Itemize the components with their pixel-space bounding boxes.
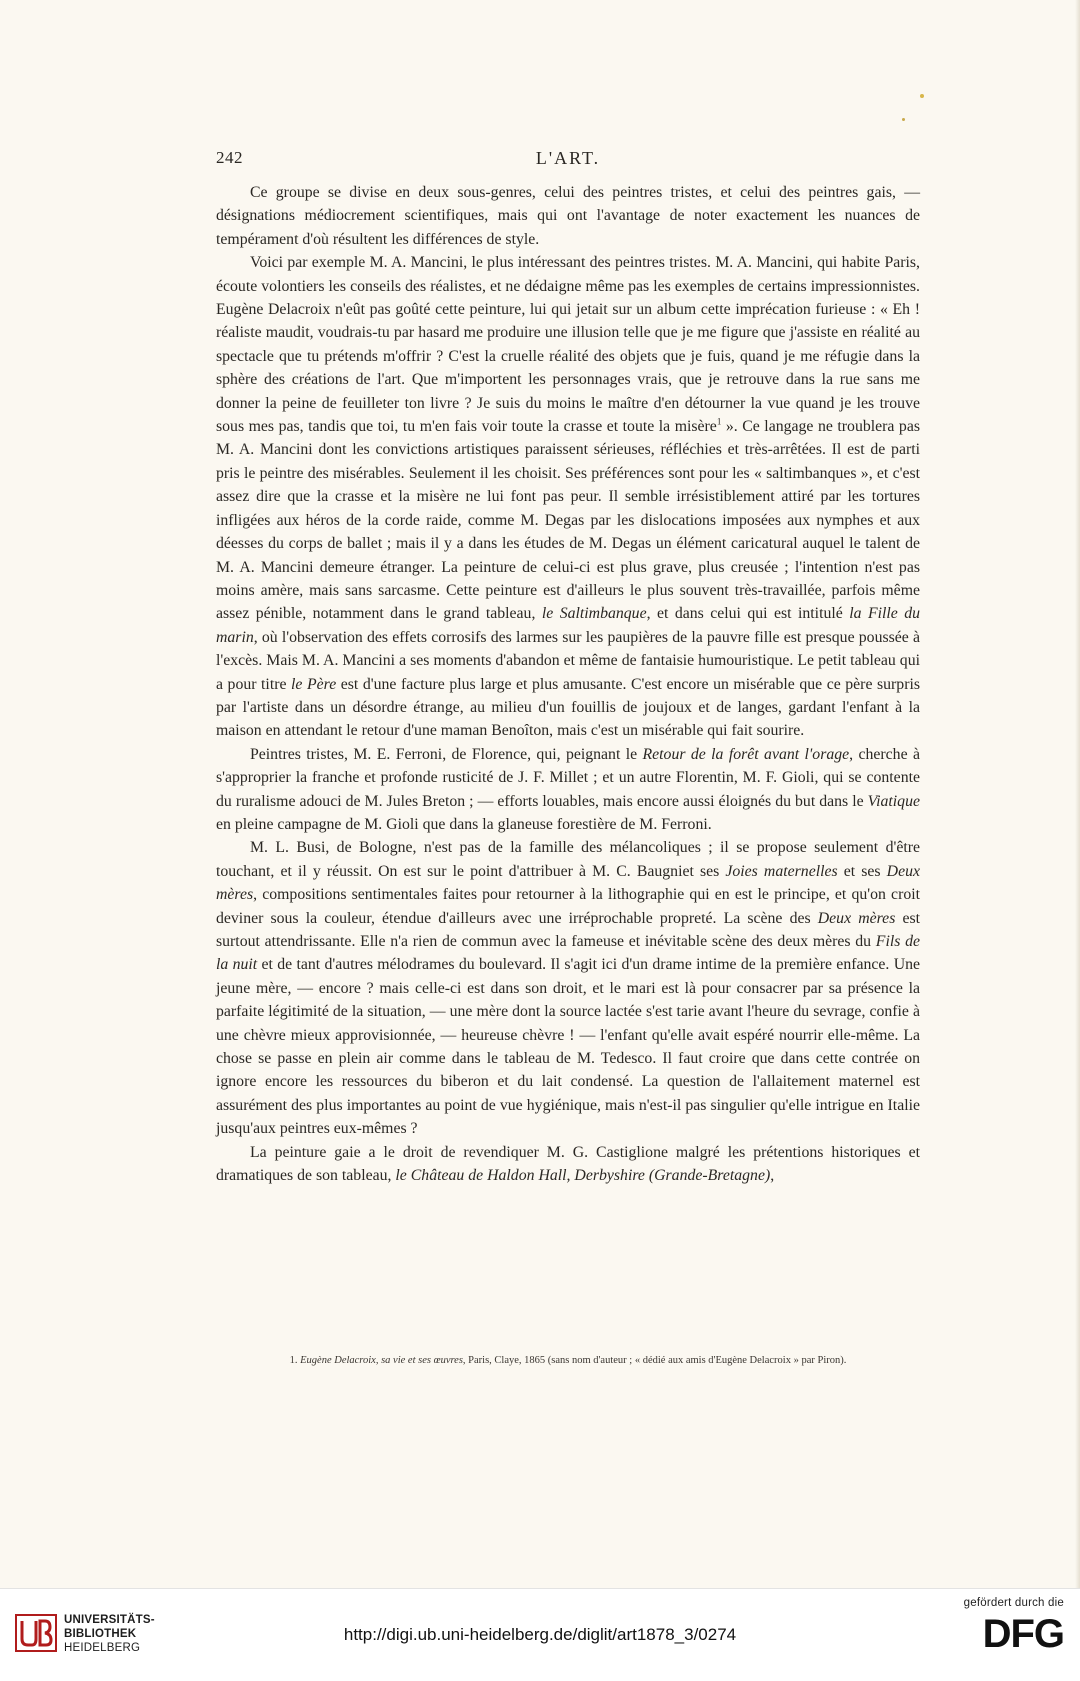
article-body xyxy=(216,181,920,1187)
paragraph-5: La peinture gaie a le droit de revendiquer M. G. Castiglione malgré les prétentions historiques et dramatiques de son tableau, le Château de Haldon Hall, Derbyshire (Grande-Bretagne), xyxy=(216,1143,920,1185)
artwork-title: Joies maternelles xyxy=(725,862,838,880)
paper-speck xyxy=(920,94,924,98)
footnote-reference[interactable]: 1 xyxy=(716,416,722,427)
artwork-title: Fils de la nuit xyxy=(216,933,920,974)
artwork-title: le Saltimbanque xyxy=(541,605,647,623)
paper-speck xyxy=(902,118,905,121)
artwork-title: la Fille du marin xyxy=(216,605,921,646)
artwork-title: le Château de Haldon Hall, Derbyshire (Grande-Bretagne) xyxy=(395,1167,771,1185)
funder-logo[interactable] xyxy=(954,1597,1064,1675)
viewer-footer xyxy=(0,1588,1080,1681)
footnote: 1. Eugène Delacroix, sa vie et ses œuvres, Paris, Claye, 1865 (sans nom d'auteur ; « dédié aux amis d'Eugène Delacroix » par Piron). xyxy=(289,1355,847,1366)
dfg-logo-icon: DFG xyxy=(982,1612,1064,1656)
paragraph-3: Peintres tristes, M. E. Ferroni, de Florence, qui, peignant le Retour de la forêt avant l'orage, cherche à s'approprier la franche et profonde rusticité de J. F. Millet ; et un autre Florentin, M. F. Gioli, qui se contente du ruralisme adouci de M. Jules Breton ; — efforts louables, mais encore aussi éloignés du but dans le Viatique en pleine campagne de M. Gioli que dans la glaneuse forestière de M. Ferroni. xyxy=(216,745,920,833)
page-number: 242 xyxy=(216,148,243,167)
running-head: L'ART. xyxy=(535,148,601,168)
page-header xyxy=(216,148,920,172)
artwork-title: le Père xyxy=(291,675,337,693)
artwork-title: Deux mères xyxy=(817,909,896,927)
artwork-title: Viatique xyxy=(867,792,920,810)
funder-caption: gefördert durch die xyxy=(963,1597,1064,1609)
paragraph-4: M. L. Busi, de Bologne, n'est pas de la famille des mélancoliques ; il se propose seulement d'être touchant, et il y réussit. On est sur le point d'attribuer à M. C. Baugniet ses Joies maternelles et ses Deux mères, compositions sentimentales faites pour retourner à la lithographie qui en est le principe, et qu'on croit deviner sous la couleur, étendue d'ailleurs avec une irréprochable propreté. La scène des Deux mères est surtout attendrissante. Elle n'a rien de commun avec la fameuse et inévitable scène des deux mères du Fils de la nuit et de tant d'autres mélodrames du boulevard. Il s'agit ici d'un drame intime de la première enfance. Une jeune mère, — encore ? mais celle-ci est dans son droit, et le mari est là pour consacrer par sa présence la parfaite légitimité de la situation, — une mère dont la source lactée s'est tarie avant l'heure du sevrage, confie à une chèvre mieux approvisionnée, — heureuse chèvre ! — l'enfant qu'elle avait espéré nourrir elle-même. La chose se passe en plein air comme dans le tableau de M. Tedesco. Il faut croire que dans cette contrée on ignore encore les ressources du biberon et du lait condensé. La question de l'allaitement maternel est assurément des plus importantes au point de vue hygiénique, mais n'est-il pas singulier qu'elle intrigue en Italie jusqu'aux peintres eux-mêmes ? xyxy=(216,839,921,1138)
paragraph-1: Ce groupe se divise en deux sous-genres, celui des peintres tristes, et celui des peintres gais, — désignations médiocrement scientifiques, mais qui ont l'avantage de noter exactement les nuances de tempérament d'où résultent les différences de style. xyxy=(216,184,920,248)
library-name: UNIVERSITÄTS- BIBLIOTHEK HEIDELBERG xyxy=(64,1614,155,1654)
page-fold-shadow xyxy=(1075,0,1080,1588)
artwork-title: Retour de la forêt avant l'orage xyxy=(642,745,850,763)
permalink-url[interactable]: http://digi.ub.uni-heidelberg.de/diglit/art1878_3/0274 xyxy=(343,1625,737,1644)
paragraph-2: Voici par exemple M. A. Mancini, le plus intéressant des peintres tristes. M. A. Mancini, qui habite Paris, écoute volontiers les conseils des réalistes, et ne dédaigne même pas les exemples de certains impressionnistes. Eugène Delacroix n'eût pas goûté cette peinture, lui qui jetait sur un album cette imprécation furieuse : « Eh ! réaliste maudit, voudrais-tu par hasard me produire une illusion telle que je me figure que j'assiste en réalité au spectacle que tu prétends m'offrir ? C'est la cruelle réalité des objets que je fuis, quand je me réfugie dans la sphère des créations de l'art. Que m'importent les personnages vrais, que je retrouve dans la rue sans me donner la peine de feuilleter ton livre ? Je suis du moins le maître d'en détourner la vue quand je les trouve sous mes pas, tandis que toi, tu m'en fais voir toute la crasse et toute la misère$^1$ ». Ce langage ne troublera pas M. A. Mancini dont les convictions artistiques paraissent sérieuses, réfléchies et très-arrêtées. Il est de parti pris le peintre des misérables. Seulement il les choisit. Ses préférences sont pour les « saltimbanques », et c'est assez dire que la crasse et la misère ne lui font pas peur. Il semble irrésistiblement attiré par les tortures infligées aux héros de la corde raide, comme M. Degas par les dislocations imposées aux nymphes et aux déesses du corps de ballet ; mais il y a dans les études de M. Degas un élément caricatural auquel le talent de M. A. Mancini demeure étranger. La peinture de celui-ci est plus grave, plus creusée ; l'intention n'est pas moins amère, mais sans sarcasme. Cette peinture est d'ailleurs le plus souvent très-travaillée, parfois même assez pénible, notamment dans le grand tableau, le Saltimbanque, et dans celui qui est intitulé la Fille du marin, où l'observation des effets corrosifs des larmes sur les paupières de la pauvre fille est presque poussée à l'excès. Mais M. A. Mancini a ses moments d'abandon et même de fantaisie humouristique. Le petit tableau qui a pour titre le Père est d'une facture plus large et plus amusante. C'est encore un misérable que ce père surpris par l'artiste dans un désordre étrange, au milieu d'un fouillis de joujoux et de langes, gardant l'enfant à la maison en attendant le retour d'une maman Benoîton, mais c'est un misérable qui fait sourire. xyxy=(216,254,921,740)
artwork-title: Deux mères xyxy=(216,862,920,904)
